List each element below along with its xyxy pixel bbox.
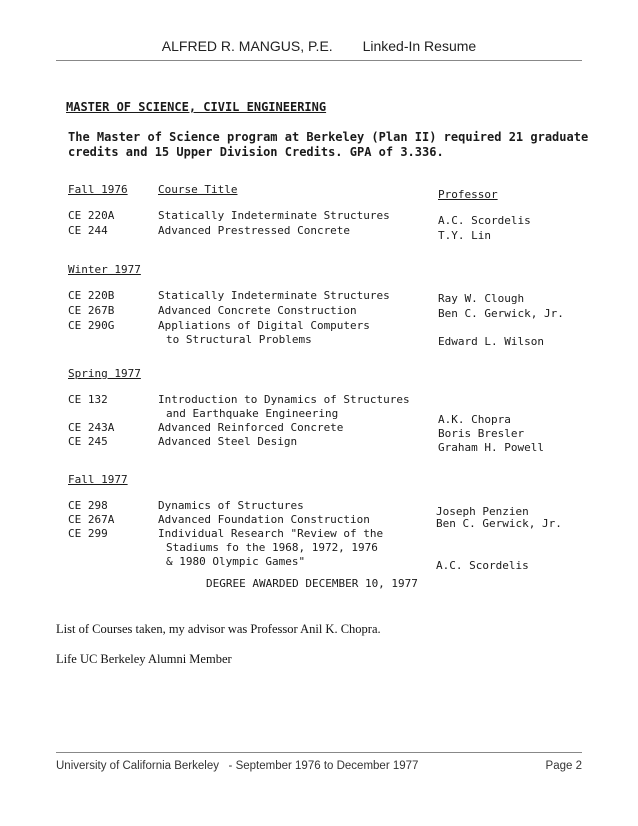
course-code: CE 244	[68, 224, 108, 237]
course-title-cont: Stadiums fo the 1968, 1972, 1976	[166, 541, 378, 554]
page-header	[0, 38, 638, 54]
course-code: CE 267A	[68, 513, 115, 526]
course-professor: A.K. Chopra	[438, 413, 511, 426]
term-label: Fall 1977	[68, 473, 128, 486]
course-title: Appliations of Digital Computers	[158, 319, 370, 332]
page-number: Page 2	[545, 760, 582, 772]
course-title: Advanced Steel Design	[158, 435, 298, 448]
course-code: CE 299	[68, 527, 108, 540]
course-code: CE 243A	[68, 421, 115, 434]
course-code: CE 267B	[68, 304, 115, 317]
course-professor: Boris Bresler	[438, 427, 525, 440]
course-title: Advanced Reinforced Concrete	[158, 421, 344, 434]
course-title-header: Course Title	[158, 183, 238, 196]
alumni-note: Life UC Berkeley Alumni Member	[56, 652, 232, 666]
course-professor: Graham H. Powell	[438, 441, 544, 454]
scanned-transcript	[66, 95, 589, 595]
course-title-cont: & 1980 Olympic Games"	[166, 555, 306, 568]
course-code: CE 132	[68, 393, 108, 406]
course-title: Individual Research "Review of the	[158, 527, 384, 540]
intro-line-1: The Master of Science program at Berkeley (Plan II) required 21 graduate	[68, 130, 589, 144]
degree-awarded: DEGREE AWARDED DECEMBER 10, 1977	[206, 577, 418, 590]
term-label: Spring 1977	[68, 367, 141, 380]
professor-header: Professor	[438, 188, 498, 201]
course-code: CE 290G	[68, 319, 115, 332]
author-name: ALFRED R. MANGUS, P.E.	[161, 38, 333, 54]
course-code: CE 245	[68, 435, 108, 448]
term-label: Winter 1977	[68, 263, 141, 276]
course-professor: T.Y. Lin	[438, 229, 491, 242]
course-professor: Ray W. Clough	[438, 292, 525, 305]
course-title-cont: to Structural Problems	[166, 333, 312, 346]
course-title: Advanced Foundation Construction	[158, 513, 370, 526]
page-footer	[56, 760, 582, 772]
course-professor: A.C. Scordelis	[436, 559, 529, 572]
course-title: Advanced Concrete Construction	[158, 304, 357, 317]
course-professor: Ben C. Gerwick, Jr.	[438, 307, 564, 320]
document-title: Linked-In Resume	[362, 38, 477, 54]
footer-divider	[56, 752, 582, 753]
course-title: Dynamics of Structures	[158, 499, 304, 512]
degree-heading: MASTER OF SCIENCE, CIVIL ENGINEERING	[66, 100, 327, 114]
course-code: CE 220A	[68, 209, 115, 222]
course-title: Advanced Prestressed Concrete	[158, 224, 351, 237]
course-professor: Joseph Penzien	[436, 505, 529, 518]
course-code: CE 220B	[68, 289, 115, 302]
course-code: CE 298	[68, 499, 108, 512]
course-professor: Edward L. Wilson	[438, 335, 544, 348]
course-title: Statically Indeterminate Structures	[158, 209, 390, 222]
course-professor: Ben C. Gerwick, Jr.	[436, 517, 562, 530]
header-divider	[56, 60, 582, 61]
term-label: Fall 1976	[68, 183, 128, 196]
footer-text: University of California Berkeley - September 1976 to December 1977	[56, 760, 419, 772]
course-title: Introduction to Dynamics of Structures	[158, 393, 410, 406]
course-title: Statically Indeterminate Structures	[158, 289, 390, 302]
course-professor: A.C. Scordelis	[438, 214, 531, 227]
intro-line-2: credits and 15 Upper Division Credits. GPA of 3.336.	[68, 145, 444, 159]
courses-note: List of Courses taken, my advisor was Professor Anil K. Chopra.	[56, 622, 381, 636]
course-title-cont: and Earthquake Engineering	[166, 407, 339, 420]
